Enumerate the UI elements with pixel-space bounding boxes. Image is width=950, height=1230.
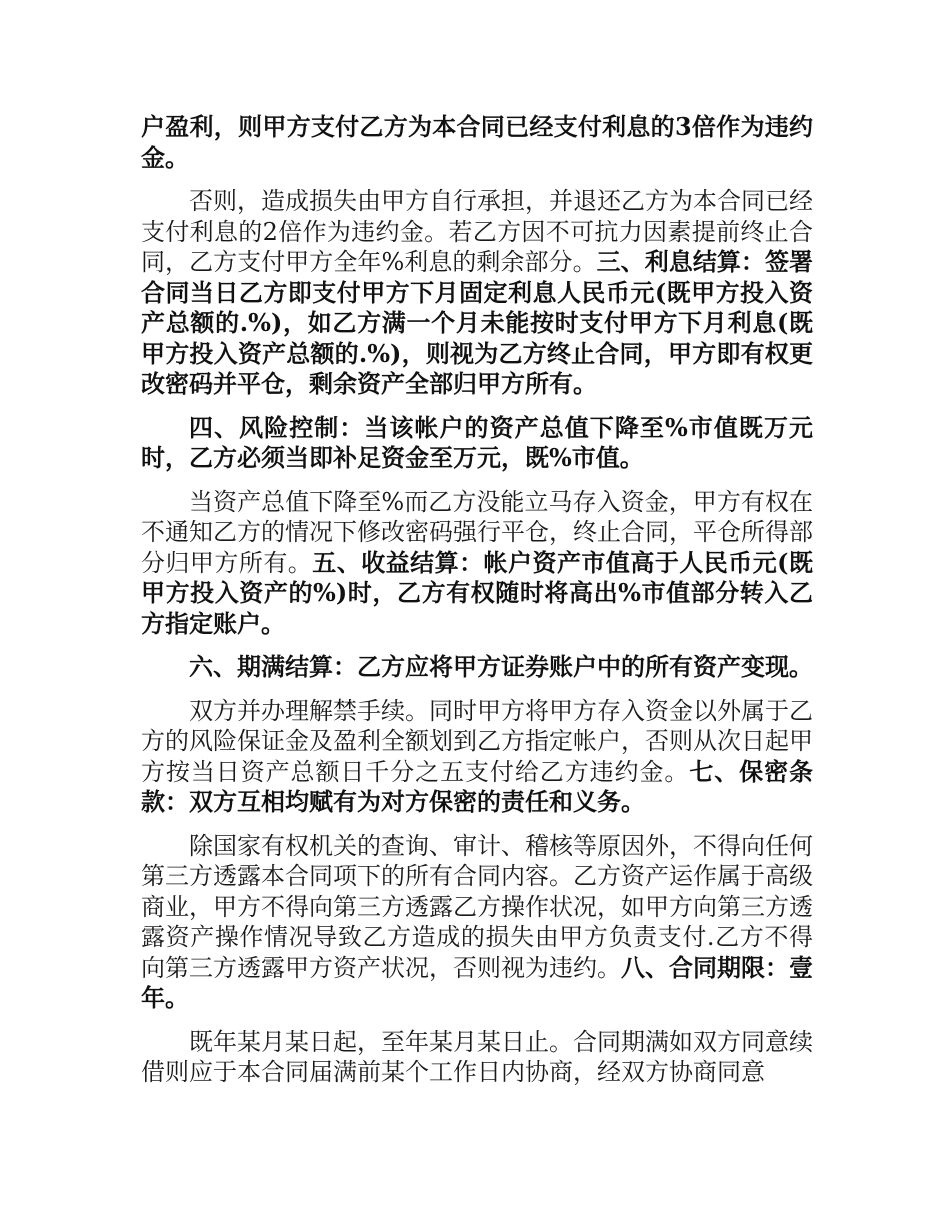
- section-4-risk-control: 四、风险控制：当该帐户的资产总值下降至%市值既万元时，乙方必须当即补足资金至万元，既%市值。: [141, 412, 813, 472]
- section-6-expiry-settlement: 六、期满结算：乙方应将甲方证券账户中的所有资产变现。: [189, 652, 813, 681]
- section-8-contract-term: 八、合同期限：壹年。: [141, 952, 813, 1012]
- body-text: 当资产总值下降至%而乙方没能立马存入资金，甲方有权在不通知乙方的情况下修改密码强行平仓，终止合同，平仓所得部分归甲方所有。: [141, 487, 813, 577]
- paragraph-8: [141, 1027, 813, 1088]
- document-page: [141, 112, 813, 1101]
- paragraph-7: [141, 831, 813, 1014]
- section-3-interest-settlement: 三、利息结算：签署合同当日乙方即支付甲方下月固定利息人民币元(既甲方投入资产总额的.%)，如乙方满一个月未能按时支付甲方下月利息(既甲方投入资产总额的.%)，则视为乙方终止合同，甲方即有权更改密码并平仓，剩余资产全部归甲方所有。: [141, 247, 813, 398]
- paragraph-3: [141, 413, 813, 474]
- paragraph-1: [141, 112, 813, 173]
- bold-text: 户盈利，则甲方支付乙方为本合同已经支付利息的3倍作为违约金。: [141, 112, 813, 172]
- section-5-income-settlement: 五、收益结算：帐户资产市值高于人民币元(既甲方投入资产的%)时，乙方有权随时将高出%市值部分转入乙方指定账户。: [141, 547, 813, 638]
- paragraph-4: [141, 487, 813, 640]
- body-text: 否则，造成损失由甲方自行承担，并退还乙方为本合同已经支付利息的2倍作为违约金。若乙方因不可抗力因素提前终止合同，乙方支付甲方全年%利息的剩余部分。: [141, 187, 813, 276]
- body-text: 既年某月某日起，至年某月某日止。合同期满如双方同意续借则应于本合同届满前某个工作日内协商，经双方协商同意: [141, 1027, 813, 1086]
- section-7-confidentiality: 七、保密条款：双方互相均赋有为对方保密的责任和义务。: [141, 756, 814, 816]
- paragraph-2: [141, 186, 813, 400]
- body-text: 除国家有权机关的查询、审计、稽核等原因外，不得向任何第三方透露本合同项下的所有合同内容。乙方资产运作属于高级商业，甲方不得向第三方透露乙方操作状况，如甲方向第三方透露资产操作情况导致乙方造成的损失由甲方负责支付.乙方不得向第三方透露甲方资产状况，否则视为违约。: [141, 831, 813, 982]
- body-text: 双方并办理解禁手续。同时甲方将甲方存入资金以外属于乙方的风险保证金及盈利全额划到乙方指定帐户，否则从次日起甲方按当日资产总额日千分之五支付给乙方违约金。: [141, 696, 813, 786]
- paragraph-6: [141, 696, 813, 818]
- paragraph-5: [141, 652, 813, 683]
